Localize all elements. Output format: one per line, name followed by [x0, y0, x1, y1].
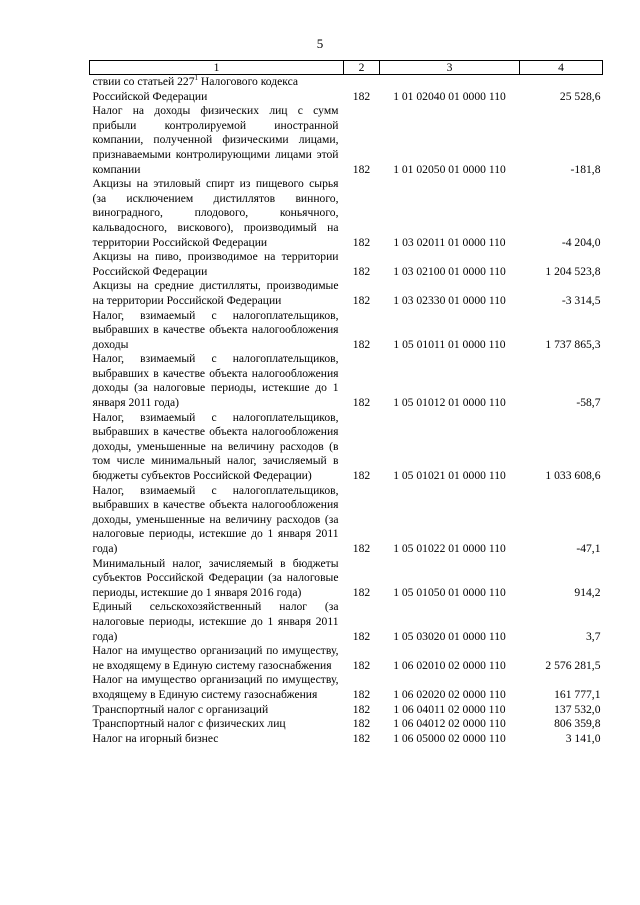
- row-code: 182: [352, 235, 371, 249]
- row-name: Налог, взимаемый с налогоплательщиков, выбравших в качестве объекта налогообложения доходы (за налоговые периоды, истекшие до 1 января 2011 года): [92, 352, 339, 410]
- continuation-superscript: 1: [194, 74, 199, 82]
- row-code: 182: [352, 264, 371, 278]
- row-name: Единый сельскохозяйственный налог (за налоговые периоды, истекшие до 1 января 2011 года): [92, 600, 339, 643]
- header-col-4: 4: [520, 61, 603, 75]
- row-kbk: 1 03 02100 01 0000 110: [393, 264, 506, 278]
- table-row: [90, 732, 603, 747]
- row-code: 182: [352, 585, 371, 599]
- row-name: Транспортный налог с организаций: [92, 702, 269, 716]
- row-name: Налог, взимаемый с налогоплательщиков, выбравших в качестве объекта налогообложения доходы: [92, 308, 339, 351]
- row-kbk: 1 03 02330 01 0000 110: [393, 293, 506, 307]
- table-row: [90, 90, 603, 105]
- row-kbk: 1 05 03020 01 0000 110: [393, 629, 506, 643]
- row-amount: -58,7: [576, 396, 601, 410]
- row-amount: 1 033 608,6: [545, 469, 601, 483]
- row-name: Минимальный налог, зачисляемый в бюджеты субъектов Российской Федерации (за налоговые периоды, истекшие до 1 января 2016 года): [92, 556, 339, 599]
- table-row: [90, 557, 603, 601]
- table-row: [90, 484, 603, 557]
- row-kbk: 1 06 04011 02 0000 110: [393, 702, 506, 716]
- row-kbk: 1 01 02040 01 0000 110: [393, 89, 506, 103]
- table-body: [90, 75, 603, 747]
- table-row: [90, 309, 603, 353]
- revenue-table: [89, 60, 603, 746]
- row-kbk: 1 06 02020 02 0000 110: [393, 687, 506, 701]
- page-number: 5: [316, 36, 324, 51]
- row-code: 182: [352, 396, 371, 410]
- row-amount: 1 737 865,3: [545, 337, 601, 351]
- row-amount: -4 204,0: [561, 235, 601, 249]
- table-row: [90, 250, 603, 279]
- row-kbk: 1 01 02050 01 0000 110: [393, 162, 506, 176]
- row-code: 182: [352, 469, 371, 483]
- row-name: Налог на имущество организаций по имуществу, не входящему в Единую систему газоснабжения: [92, 644, 339, 672]
- table-row: [90, 717, 603, 732]
- header-col-1: 1: [90, 61, 344, 75]
- row-amount: 806 359,8: [554, 717, 601, 731]
- header-row: [90, 61, 603, 75]
- row-amount: 137 532,0: [554, 702, 601, 716]
- table-row: [90, 104, 603, 177]
- continuation-row: [90, 75, 603, 90]
- row-name: Налог на доходы физических лиц с сумм прибыли контролируемой иностранной компании, полученной физическими лицами, признаваемыми контролирующими лицами этой компании: [92, 104, 339, 176]
- row-code: 182: [352, 702, 371, 716]
- row-code: 182: [352, 658, 371, 672]
- continuation-text-before: ствии со статьей 227: [92, 75, 195, 88]
- row-amount: -181,8: [570, 162, 601, 176]
- table-row: [90, 279, 603, 308]
- row-code: 182: [352, 731, 371, 745]
- row-kbk: 1 05 01021 01 0000 110: [393, 469, 506, 483]
- row-name: Налог, взимаемый с налогоплательщиков, выбравших в качестве объекта налогообложения доходы, уменьшенные на величину расходов (за налоговые периоды, истекшие до 1 января 2011 года): [92, 483, 339, 555]
- row-code: 182: [352, 542, 371, 555]
- table-row: [90, 600, 603, 644]
- table-header: [90, 61, 603, 75]
- row-kbk: 1 06 02010 02 0000 110: [393, 658, 506, 672]
- row-name: Акцизы на пиво, производимое на территории Российской Федерации: [92, 250, 339, 278]
- continuation-text: [90, 75, 603, 90]
- row-amount: 914,2: [574, 585, 601, 599]
- row-amount: -47,1: [576, 542, 601, 555]
- row-amount: 2 576 281,5: [545, 658, 601, 672]
- row-name: Акцизы на этиловый спирт из пищевого сырья (за исключением дистиллятов винного, виноградного, плодового, коньячного, кальвадосного, вискового), производимый на территории Российской Федерации: [92, 177, 339, 249]
- row-kbk: 1 05 01050 01 0000 110: [393, 585, 506, 599]
- row-amount: 1 204 523,8: [545, 264, 601, 278]
- row-kbk: 1 05 01012 01 0000 110: [393, 396, 506, 410]
- row-amount: 3,7: [586, 629, 601, 643]
- row-code: 182: [352, 717, 371, 731]
- row-name: Транспортный налог с физических лиц: [92, 717, 286, 731]
- row-kbk: 1 06 05000 02 0000 110: [393, 731, 506, 745]
- row-amount: 3 141,0: [565, 731, 601, 745]
- row-amount: 161 777,1: [554, 687, 601, 701]
- header-col-3: 3: [380, 61, 520, 75]
- table-row: [90, 177, 603, 250]
- table-row: [90, 673, 603, 702]
- table-row: [90, 703, 603, 718]
- table-row: [90, 644, 603, 673]
- row-code: 182: [352, 89, 371, 103]
- table-row: [90, 411, 603, 484]
- row-name: Российской Федерации: [92, 89, 208, 103]
- table-row: [90, 352, 603, 410]
- row-code: 182: [352, 293, 371, 307]
- row-code: 182: [352, 162, 371, 176]
- row-name: Налог на имущество организаций по имуществу, входящему в Единую систему газоснабжения: [92, 673, 339, 701]
- row-amount: 25 528,6: [559, 89, 601, 103]
- row-kbk: 1 06 04012 02 0000 110: [393, 717, 506, 731]
- row-kbk: 1 03 02011 01 0000 110: [393, 235, 506, 249]
- row-code: 182: [352, 629, 371, 643]
- row-name: Налог на игорный бизнес: [92, 731, 219, 745]
- row-kbk: 1 05 01022 01 0000 110: [393, 542, 506, 555]
- row-amount: -3 314,5: [561, 293, 601, 307]
- continuation-text-after: Налогового кодекса: [198, 75, 299, 88]
- row-code: 182: [352, 687, 371, 701]
- row-code: 182: [352, 337, 371, 351]
- row-kbk: 1 05 01011 01 0000 110: [393, 337, 506, 351]
- row-name: Налог, взимаемый с налогоплательщиков, выбравших в качестве объекта налогообложения доходы, уменьшенные на величину расходов (в том числе минимальный налог, зачисляемый в бюджеты субъектов Российской Федерации): [92, 410, 339, 483]
- header-col-2: 2: [344, 61, 380, 75]
- row-name: Акцизы на средние дистилляты, производимые на территории Российской Федерации: [92, 279, 339, 307]
